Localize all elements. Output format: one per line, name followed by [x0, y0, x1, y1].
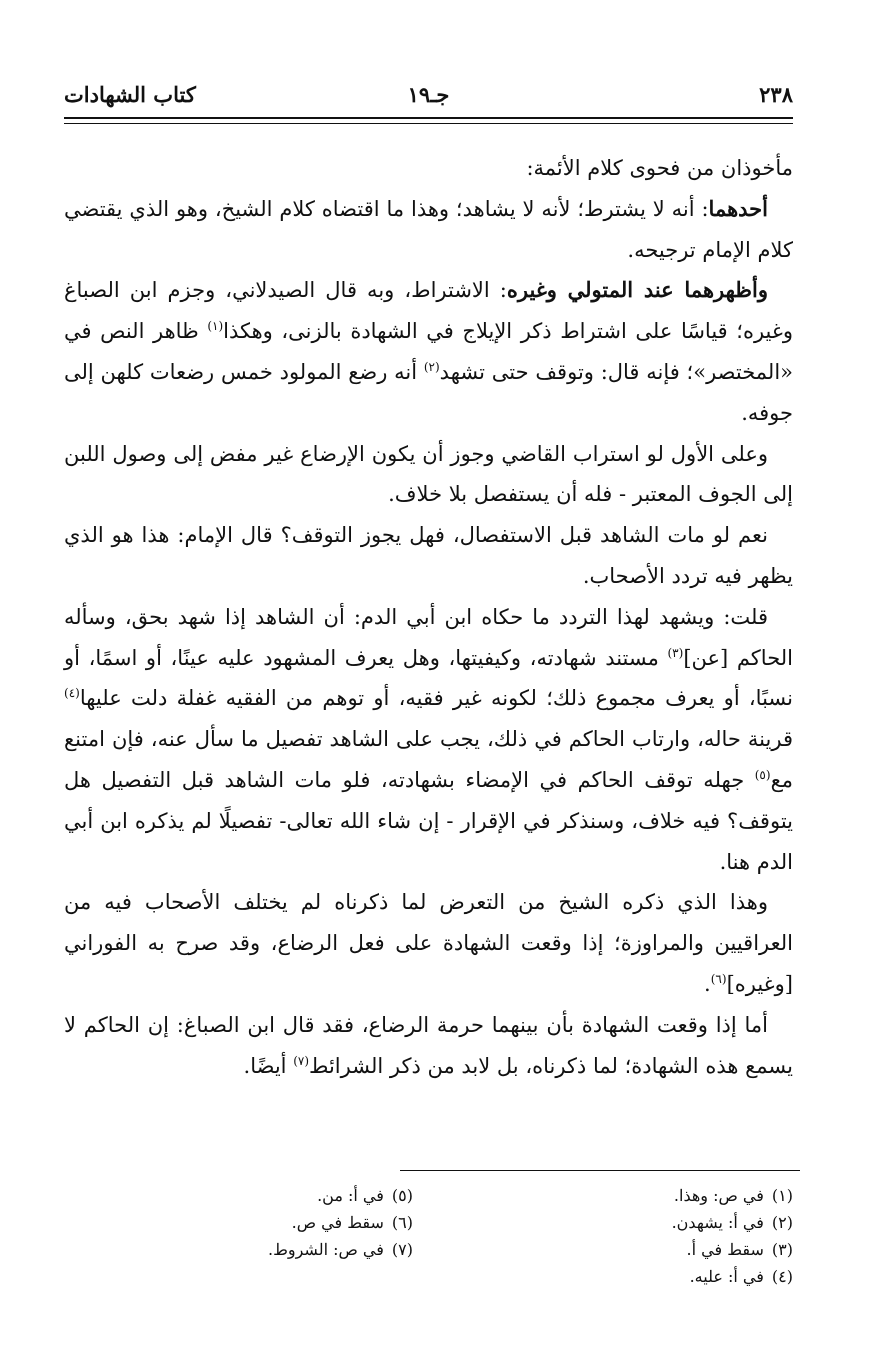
- footnote-ref: (٣): [667, 645, 684, 660]
- footnote: (٥)في أ: من.: [317, 1186, 413, 1205]
- paragraph: أحدهما: أنه لا يشترط؛ لأنه لا يشاهد؛ وهذا ما اقتضاه كلام الشيخ، وهو الذي يقتضي كلام الإمام ترجيحه.: [64, 195, 793, 262]
- paragraph: نعم لو مات الشاهد قبل الاستفصال، فهل يجوز التوقف؟ قال الإمام: هذا هو الذي يظهر فيه تردد الأصحاب.: [64, 523, 793, 588]
- paragraph: وأظهرهما عند المتولي وغيره: الاشتراط، وبه قال الصيدلاني، وجزم ابن الصباغ وغيره؛ قياسًا على اشتراط ذكر الإيلاج في الشهادة بالزنى، وهكذا$^{(١)}$ ظاهر النص في «المختصر»؛ فإنه قال: وتوقف حتى تشهد$^{(٢)}$ أنه رضع المولود خمس رضعات كلهن إلى جوفه.: [64, 277, 794, 425]
- book-title: كتاب الشهادات: [64, 82, 196, 107]
- footnotes-column-left: [53, 1182, 413, 1263]
- footnote: (٣)سقط في أ.: [686, 1240, 793, 1259]
- header-rule-thick: [64, 117, 793, 119]
- footnotes-column-right: [433, 1182, 793, 1290]
- footnote: (٤)في أ: عليه.: [689, 1267, 793, 1286]
- paragraph: أما إذا وقعت الشهادة بأن بينهما حرمة الرضاع، فقد قال ابن الصباغ: إن الحاكم لا يسمع هذه الشهادة؛ لما ذكرناه، بل لابد من ذكر الشرائط$^{(٧)}$ أيضًا.: [64, 1012, 793, 1078]
- main-text: [64, 148, 793, 1086]
- footnote-ref: (١): [207, 319, 224, 334]
- footnote-ref: (٢): [423, 359, 440, 374]
- page-number: ٢٣٨: [759, 82, 793, 107]
- paragraph: قلت: ويشهد لهذا التردد ما حكاه ابن أبي الدم: أن الشاهد إذا شهد بحق، وسأله الحاكم [عن]$^{(٣)}$ مستند شهادته، وكيفيتها، وهل يعرف المشهود عليه عينًا، أو اسمًا، أو نسبًا، أو يعرف مجموع ذلك؛ لكونه غير فقيه، أو توهم من الفقيه غفلة دلت عليها$^{(٤)}$ قرينة حاله، وارتاب الحاكم في ذلك، يجب على الشاهد تفصيل ما سأل عنه، فإن امتنع مع$^{(٥)}$ جهله توقف الحاكم في الإمضاء بشهادته، فلو مات الشاهد قبل التفصيل هل يتوقف؟ فيه خلاف، وسنذكر في الإقرار - إن شاء الله تعالى- تفصيلًا لم يذكره ابن أبي الدم هنا.: [64, 604, 793, 874]
- footnote-separator: [400, 1170, 800, 1171]
- paragraph: وعلى الأول لو استراب القاضي وجوز أن يكون الإرضاع غير مفض إلى وصول اللبن إلى الجوف المعتبر - فله أن يستفصل بلا خلاف.: [64, 441, 793, 507]
- header-rule-thin: [64, 123, 793, 124]
- footnote-ref: (٥): [754, 767, 771, 782]
- footnote-ref: (٤): [64, 686, 80, 701]
- footnote: (١)في ص: وهذا.: [673, 1186, 793, 1205]
- bold-lead: وأظهرهما عند المتولي وغيره: [506, 277, 768, 303]
- volume-label: جـ١٩: [407, 82, 450, 107]
- paragraph: مأخوذان من فحوى كلام الأئمة:: [526, 156, 793, 180]
- running-header: [64, 78, 793, 112]
- bold-lead: أحدهما: [708, 195, 768, 221]
- footnote-ref: (٧): [293, 1053, 310, 1068]
- footnote: (٧)في ص: الشروط.: [267, 1240, 413, 1259]
- paragraph: وهذا الذي ذكره الشيخ من التعرض لما ذكرناه لم يختلف الأصحاب فيه من العراقيين والمراوزة؛ إذا وقعت الشهادة على فعل الرضاع، وقد صرح به الفوراني [وغيره]$^{(٦)}$.: [64, 890, 793, 996]
- footnote: (٦)سقط في ص.: [291, 1213, 413, 1232]
- footnote: (٢)في أ: يشهدن.: [671, 1213, 793, 1232]
- footnote-ref: (٦): [710, 971, 727, 986]
